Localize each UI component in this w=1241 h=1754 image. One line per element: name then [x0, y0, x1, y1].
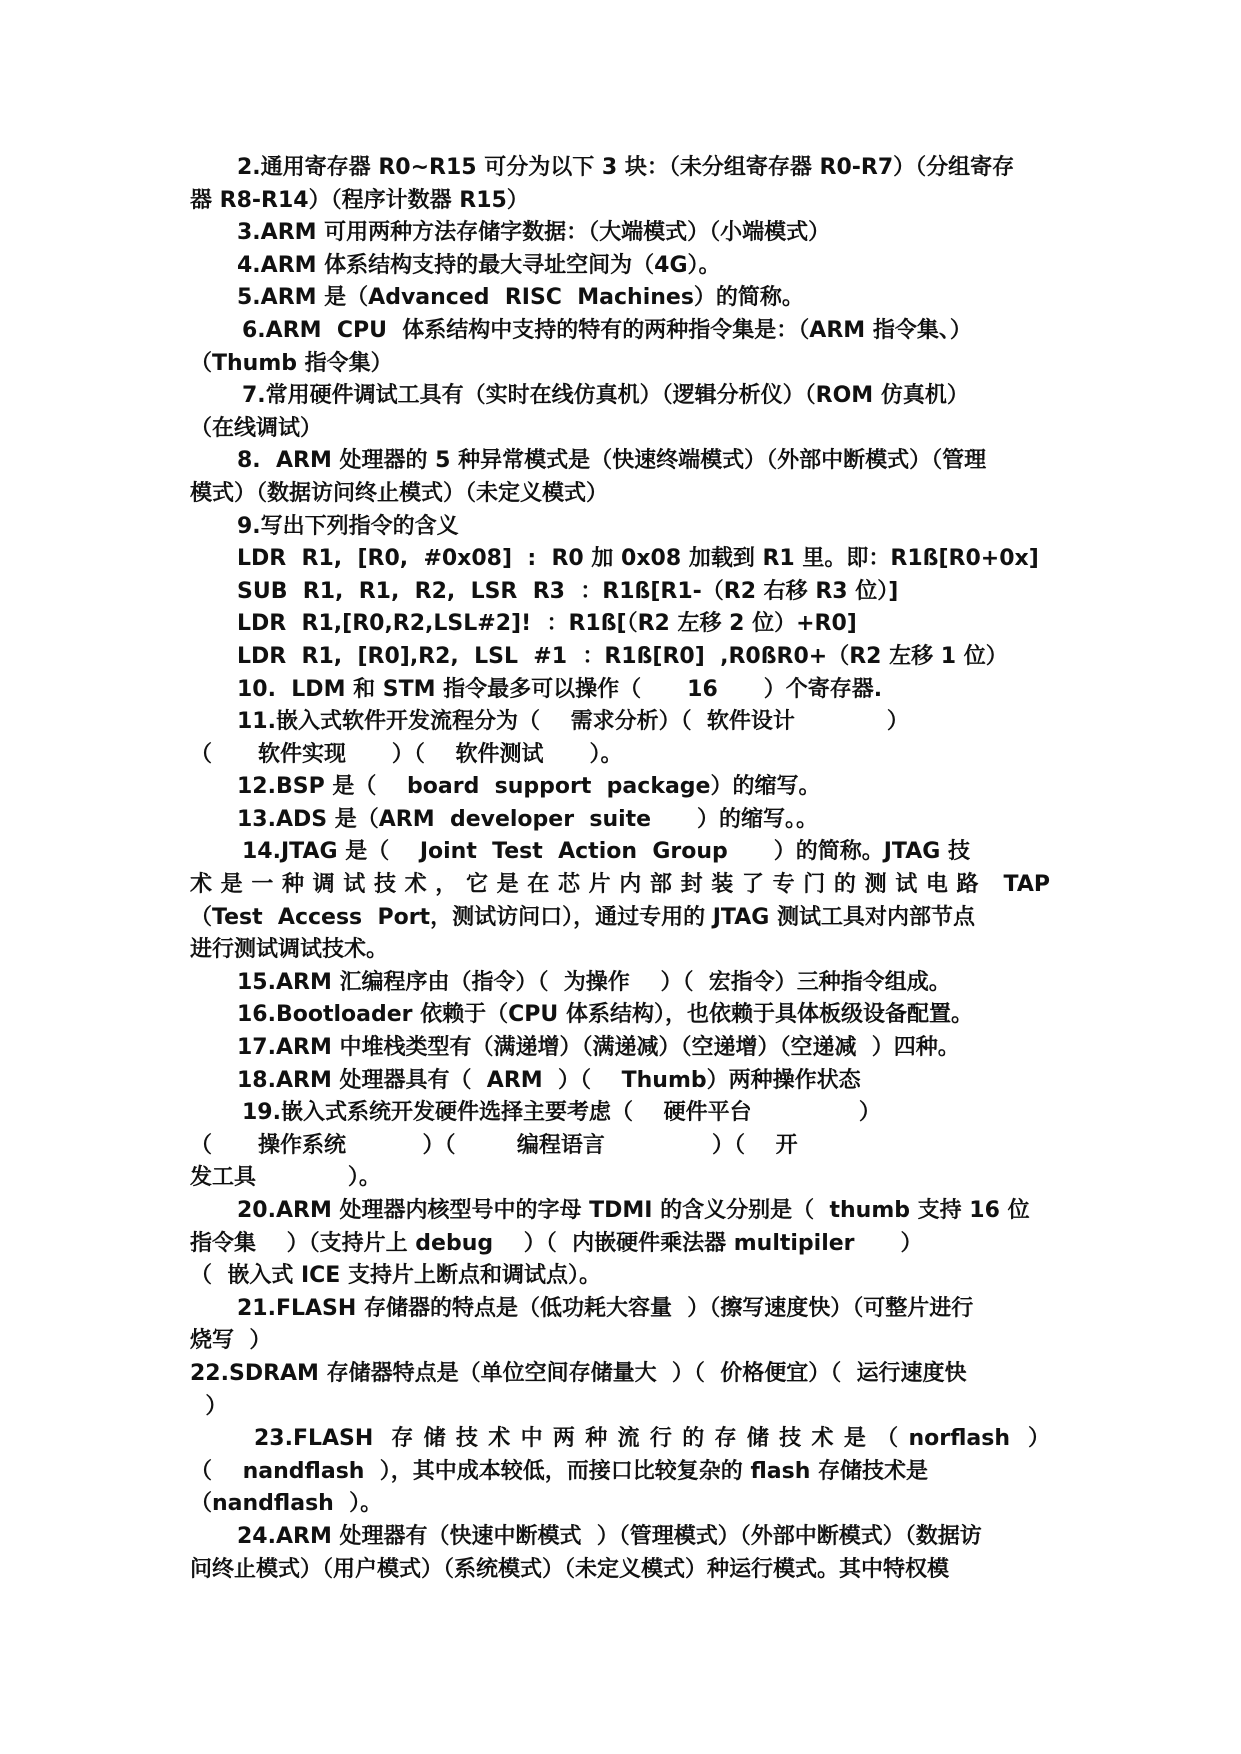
text-line: （Test Access Port，测试访问口），通过专用的 JTAG 测试工具对内部节点 [190, 904, 975, 930]
text-line: （ 操作系统 ）（ 编程语言 ）（ 开 [190, 1132, 798, 1158]
text-line: （nandflash ）。 [190, 1491, 383, 1517]
text-line: 18.ARM 处理器具有（ ARM ）（ Thumb）两种操作状态 [237, 1067, 861, 1093]
text-line: 6.ARM CPU 体系结构中支持的特有的两种指令集是：（ARM 指令集、） [242, 317, 972, 343]
text-line: 10. LDM 和 STM 指令最多可以操作（ 16 ）个寄存器. [237, 676, 883, 702]
text-line: 16.Bootloader 依赖于（CPU 体系结构），也依赖于具体板级设备配置。 [237, 1002, 973, 1028]
text-line: 2.通用寄存器 R0~R15 可分为以下 3 块：（未分组寄存器 R0-R7）（分组寄存 [237, 155, 1015, 180]
text-line: （在线调试） [190, 415, 323, 441]
document-body [190, 152, 1050, 1586]
text-line: 器 R8-R14）（程序计数器 R15） [190, 187, 529, 213]
text-line: 17.ARM 中堆栈类型有（满递增）（满递减）（空递增）（空递减 ）四种。 [237, 1035, 960, 1061]
text-line: 指令集 ）（支持片上 debug ）（ 内嵌硬件乘法器 multipiler ） [190, 1230, 923, 1256]
code-line: SUB R1, R1, R2, LSR R3 ：R1ß[R1-（R2 右移 R3 位）] [237, 578, 899, 604]
text-line: 23.FLASH 存储技术中两种流行的存储技术是（norflash ） [254, 1426, 1050, 1452]
text-line: 进行测试调试技术。 [190, 937, 389, 963]
text-line: 5.ARM 是（Advanced RISC Machines）的简称。 [237, 285, 804, 311]
text-line: ） [190, 1393, 228, 1419]
text-line: 4.ARM 体系结构支持的最大寻址空间为（4G）。 [237, 252, 721, 278]
code-line: LDR R1, [R0, #0x08] : R0 加 0x08 加载到 R1 里。即：R1ß[R0+0x] [237, 546, 1039, 572]
text-line: 烧写 ） [190, 1328, 272, 1354]
code-line: LDR R1,[R0,R2,LSL#2]! ：R1ß[（R2 左移 2 位）+R0] [237, 611, 857, 637]
text-line: 8. ARM 处理器的 5 种异常模式是（快速终端模式）（外部中断模式）（管理 [237, 448, 987, 474]
code-line: LDR R1, [R0],R2, LSL #1 ：R1ß[R0] ,R0ßR0+（R2 左移 1 位） [237, 643, 1008, 669]
text-line: 14.JTAG 是（ Joint Test Action Group ）的简称。JTAG 技 [242, 839, 970, 865]
text-line: （ 软件实现 ）（ 软件测试 ）。 [190, 741, 623, 767]
text-line: 24.ARM 处理器有（快速中断模式 ）（管理模式）（外部中断模式）（数据访 [237, 1523, 982, 1549]
text-line: 21.FLASH 存储器的特点是（低功耗大容量 ）（擦写速度快）（可整片进行 [237, 1295, 974, 1321]
text-line: 9.写出下列指令的含义 [237, 513, 459, 539]
text-line: 发工具 ）。 [190, 1165, 381, 1191]
text-line: 3.ARM 可用两种方法存储字数据：（大端模式）（小端模式） [237, 220, 831, 246]
text-line: 模式）（数据访问终止模式）（未定义模式） [190, 480, 609, 506]
text-line: 13.ADS 是（ARM developer suite ）的缩写。。 [237, 806, 819, 832]
text-line: 问终止模式）（用户模式）（系统模式）（未定义模式）种运行模式。其中特权模 [190, 1556, 950, 1582]
text-line: 7.常用硬件调试工具有（实时在线仿真机）（逻辑分析仪）（ROM 仿真机） [242, 383, 969, 409]
text-line: 22.SDRAM 存储器特点是（单位空间存储量大 ）（ 价格便宜）（ 运行速度快 [190, 1360, 967, 1386]
text-line: （ nandflash ），其中成本较低，而接口比较复杂的 flash 存储技术是 [190, 1458, 929, 1484]
text-line: （Thumb 指令集） [190, 350, 393, 376]
text-line: 11.嵌入式软件开发流程分为（ 需求分析）（ 软件设计 ） [237, 709, 909, 735]
text-line: 12.BSP 是（ board support package）的缩写。 [237, 774, 821, 800]
text-line: 20.ARM 处理器内核型号中的字母 TDMI 的含义分别是（ thumb 支持 16 位 [237, 1198, 1030, 1223]
text-line: （ 嵌入式 ICE 支持片上断点和调试点）。 [190, 1263, 601, 1289]
text-line: 术是一种调试技术，它是在芯片内部封装了专门的测试电路 TAP [190, 872, 1050, 898]
text-line: 15.ARM 汇编程序由（指令）（ 为操作 ）（ 宏指令）三种指令组成。 [237, 969, 951, 995]
text-line: 19.嵌入式系统开发硬件选择主要考虑（ 硬件平台 ） [242, 1100, 881, 1126]
